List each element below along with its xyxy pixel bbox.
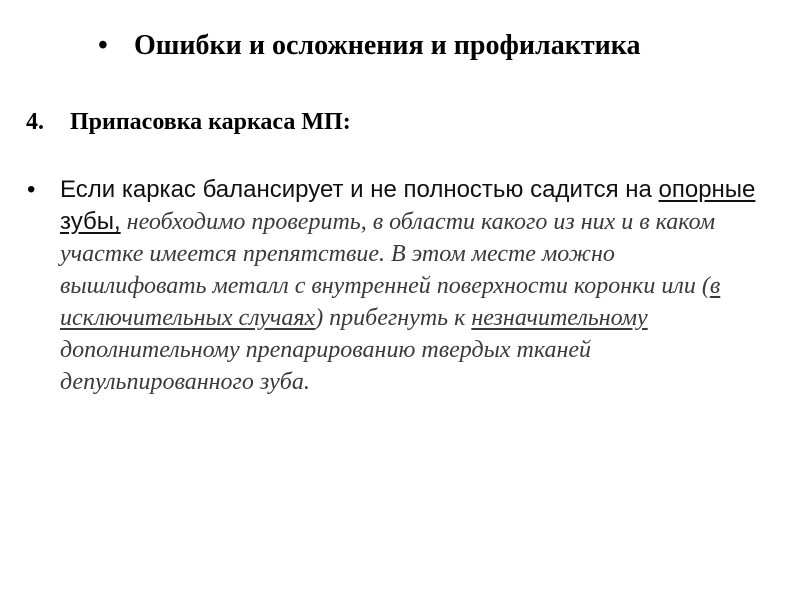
title-text: Ошибки и осложнения и профилактика	[134, 30, 641, 61]
body-bullet-item	[24, 174, 764, 398]
body-italic-text-1: необходимо проверить, в области какого из них и в каком участке имеется препятствие. В этом месте можно вышлифовать металл с внутренней поверхности коронки или (	[60, 209, 716, 299]
body-paragraph	[60, 174, 760, 398]
body-underlined-support-teeth: опорные зубы,	[60, 176, 756, 235]
body-bullet: •	[27, 176, 36, 203]
body-italic-underlined-minor: незначительному	[471, 305, 648, 331]
slide-title	[98, 28, 788, 64]
body-italic-text-3: дополнительному препарированию твердых тканей депульпированного зуба.	[60, 337, 592, 395]
title-bullet: •	[98, 30, 108, 61]
body-italic-text-2: ) прибегнуть к	[315, 305, 472, 331]
section-number: 4.	[26, 109, 44, 135]
body-italic-underlined-exceptional: в исключительных случаях	[60, 273, 721, 331]
section-title: Припасовка каркаса МП:	[70, 109, 351, 135]
section-heading	[26, 107, 351, 137]
body-lead-text: Если каркас балансирует и не полностью садится на	[60, 176, 659, 203]
